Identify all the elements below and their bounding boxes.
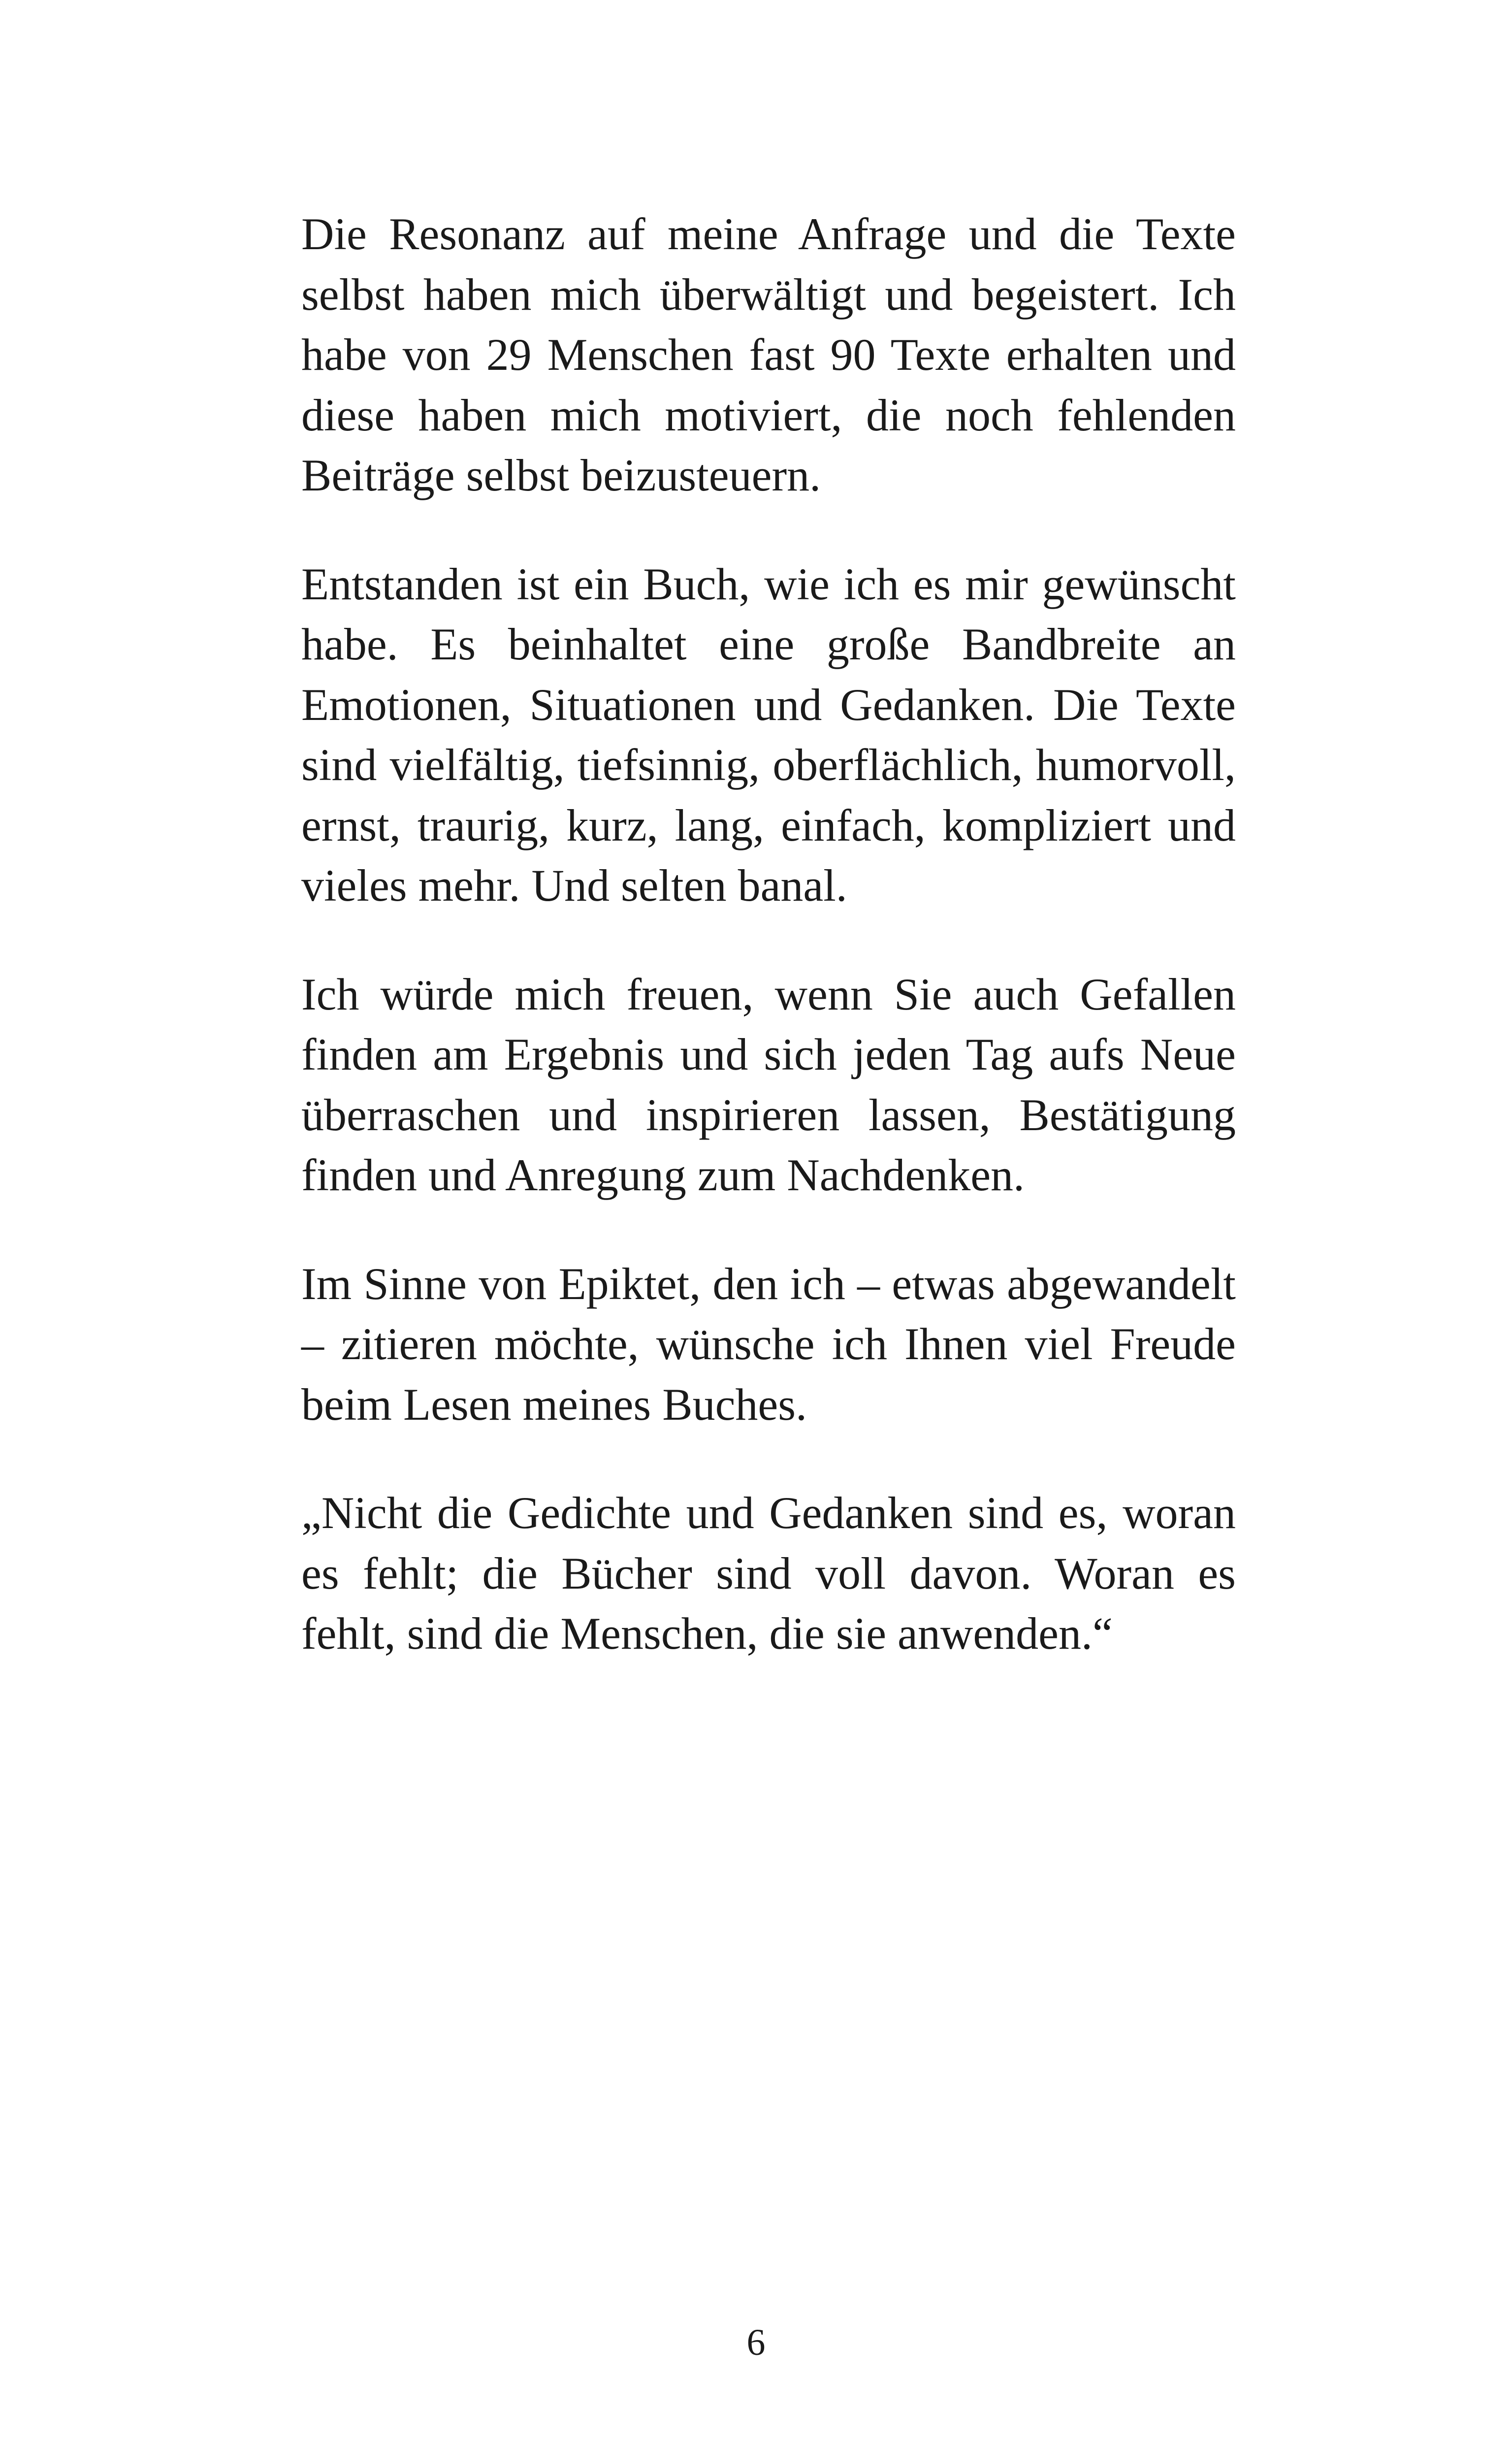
page-number: 6	[746, 2322, 766, 2363]
body-text	[301, 204, 1236, 1664]
paragraph-resonanz: Die Resonanz auf meine Anfrage und die Texte selbst haben mich überwältigt und begeistert. Ich habe von 29 Menschen fast 90 Texte erhalten und diese haben mich motiviert, die noch fehlenden Beiträge selbst beizusteuern.	[301, 209, 1236, 500]
paragraph-quote: „Nicht die Gedichte und Gedanken sind es, woran es fehlt; die Bücher sind voll davon. Woran es fehlt, sind die Menschen, die sie anwenden.“	[301, 1488, 1236, 1659]
paragraph-entstanden: Entstanden ist ein Buch, wie ich es mir gewünscht habe. Es beinhaltet eine große Bandbreite an Emotionen, Situationen und Gedanken. Die Texte sind vielfältig, tiefsinnig, oberflächlich, humorvoll, ernst, traurig, kurz, lang, einfach, kompliziert und vieles mehr. Und selten banal.	[301, 558, 1236, 911]
paragraph-epiktet: Im Sinne von Epiktet, den ich – etwas abgewandelt – zitieren möchte, wünsche ich Ihnen viel Freude beim Lesen meines Buches.	[301, 1258, 1236, 1430]
paragraph-freuen: Ich würde mich freuen, wenn Sie auch Gefallen finden am Ergebnis und sich jeden Tag aufs Neue überraschen und inspirieren lassen, Bestätigung finden und Anregung zum Nachdenken.	[301, 969, 1236, 1200]
